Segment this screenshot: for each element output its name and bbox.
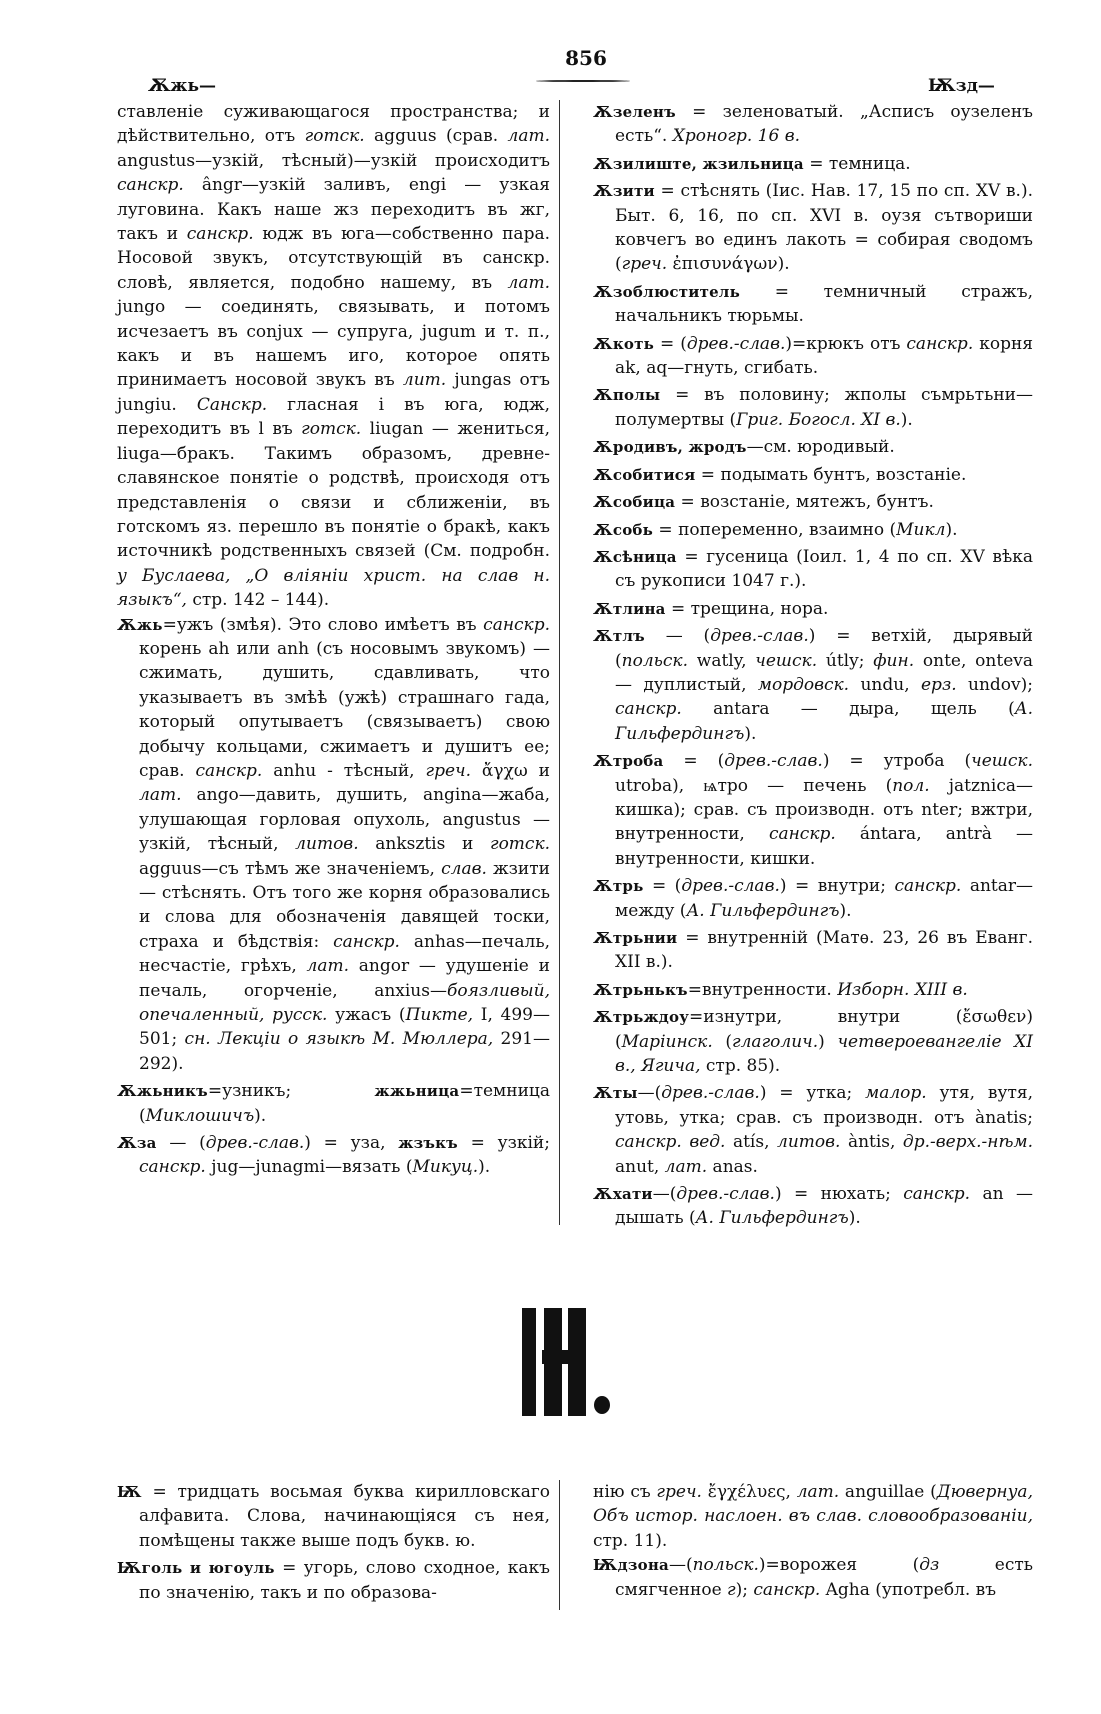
body-text: I, 499—501; <box>139 1005 550 1050</box>
headword: Ѫсобь <box>593 520 654 539</box>
body-text: =темница ( <box>139 1081 550 1126</box>
headword: Ѫтлина <box>593 599 666 618</box>
italic-text: древ.-слав. <box>686 333 786 354</box>
italic-text: пол. <box>892 775 930 796</box>
body-text: agguus—съ тѣмъ же значеніемъ, <box>139 858 442 879</box>
italic-text: древ.-слав. <box>681 876 780 897</box>
body-text: корень ah или anh (съ носовымъ звукомъ) — сжимать, душить, сдавливать, что указываетъ въ змѣѣ (ужѣ) страшнаго гада, который опутываетъ (связываетъ) свою добычу кольцами, сжимаетъ и душитъ ее; срав. <box>139 638 550 781</box>
italic-text: Маріинск. <box>621 1031 713 1052</box>
dictionary-entry <box>593 1182 1033 1231</box>
body-text: útly; <box>817 650 874 671</box>
italic-text: глаголич. <box>732 1031 819 1052</box>
body-text: = зеленоватый. „Асписъ оузеленъ есть“. <box>615 102 1033 147</box>
body-text: anut, <box>615 1156 665 1177</box>
italic-text: чешск. <box>971 751 1033 772</box>
body-text: atís, <box>725 1132 777 1153</box>
dictionary-entry <box>593 545 1033 594</box>
body-text: jungas отъ jungiu. <box>117 370 550 415</box>
body-text: anhas—печаль, несчастіе, грѣхъ, <box>139 931 550 977</box>
italic-text: сн. Лекціи о языкѣ М. Мюллера, <box>184 1029 494 1050</box>
dictionary-entry <box>593 978 1033 1002</box>
body-text: —( <box>668 1555 693 1576</box>
italic-text: лат. <box>796 1482 840 1502</box>
italic-text: А. Гильфердингъ <box>615 699 1033 744</box>
body-text: ). <box>945 519 958 540</box>
body-text: ἔγχέλυες, <box>701 1482 797 1502</box>
body-text: = угорь, слово сходное, какъ по значенію, такъ и по образова- <box>139 1558 550 1603</box>
headword: Ѫтрьждоу <box>593 1008 689 1027</box>
italic-text: лат. <box>507 272 550 293</box>
italic-text: древ.-слав. <box>661 1083 760 1104</box>
body-text: — ( <box>644 626 711 647</box>
headword: Ѭголь и югоуль <box>117 1559 275 1578</box>
dictionary-entry <box>593 463 1033 487</box>
italic-text: польск. <box>621 650 688 671</box>
italic-text: санскр. <box>139 1157 206 1178</box>
body-text: есть смягченное <box>615 1555 1033 1600</box>
body-text: agguus (срав. <box>364 126 508 147</box>
italic-text: Миклошичъ <box>145 1105 255 1126</box>
headword: Ѭ <box>117 1483 142 1501</box>
italic-text: малор. <box>865 1083 927 1104</box>
italic-text: санскр. вед. <box>615 1132 726 1153</box>
body-text: = темничный стражъ, начальникъ тюрьмы. <box>615 281 1033 327</box>
italic-text: лат. <box>507 126 550 147</box>
body-text: angustus—узкій, тѣсный)—узкій происходитъ <box>117 150 550 171</box>
body-text: = узкій; <box>457 1133 550 1154</box>
italic-text: готск. <box>304 126 365 147</box>
entry-list <box>117 1480 550 1605</box>
italic-text: лат. <box>664 1156 708 1177</box>
dictionary-entry <box>117 1556 550 1605</box>
headword: Ѫзоблюститель <box>593 282 740 301</box>
italic-text: санскр. <box>768 824 836 845</box>
italic-text: лит. <box>402 370 447 391</box>
sub-headword: жзъкъ <box>398 1134 458 1153</box>
headword: Ѫполы <box>593 386 661 405</box>
dictionary-entry <box>117 1131 550 1180</box>
italic-text: греч. <box>621 254 668 275</box>
italic-text: санскр. <box>906 333 974 354</box>
headword: Ѫсѣница <box>593 547 677 566</box>
body-text: юдж въ юга—собственно пара. Носовой звукъ, отсутствующій въ санскр. словѣ, является, подобно нашему, въ <box>117 224 550 293</box>
italic-text: древ.-слав. <box>710 626 809 647</box>
column-bottom-left <box>117 1480 550 1608</box>
italic-text: Пикте, <box>405 1005 474 1026</box>
body-text: antar—между ( <box>615 876 1034 921</box>
body-text: )=ворожея ( <box>758 1555 920 1576</box>
dictionary-entry <box>593 926 1033 975</box>
body-text: an — дышать ( <box>615 1184 1033 1229</box>
body-text: ) <box>818 1031 838 1052</box>
dictionary-entry <box>593 435 1033 459</box>
body-text: жзити — стѣснять. Отъ того же корня образовались и слова для обозначенія давящей тоски, страха и бѣдствія: <box>139 858 550 952</box>
body-text: ). <box>744 723 757 744</box>
body-text: корня ak, aq—гнуть, сгибать. <box>615 333 1034 379</box>
section-letter-yus <box>522 1300 632 1420</box>
entry-list <box>117 613 550 1180</box>
headword: Ѭдзона <box>593 1556 669 1575</box>
italic-text: г <box>727 1579 736 1600</box>
body-text: àntis, <box>840 1132 903 1153</box>
body-text: —( <box>637 1083 662 1104</box>
body-text: jug—junagmi—вязать ( <box>205 1157 413 1178</box>
body-text: =ужъ (змѣя). Это слово имѣетъ въ <box>162 614 484 635</box>
headword: Ѫты <box>593 1084 638 1103</box>
body-text: = въ половину; жполы съмрьтьни—полумертвы ( <box>615 385 1033 430</box>
body-text: стр. 142 – 144). <box>186 590 330 611</box>
column-divider-top <box>559 100 560 1225</box>
dictionary-entry <box>593 749 1033 871</box>
body-text: anguillae ( <box>839 1482 937 1502</box>
body-text: =узникъ; <box>207 1081 375 1102</box>
running-head-left: Ѫжь— <box>148 76 217 96</box>
body-text: anhu - тѣсный, <box>262 760 426 781</box>
body-text: = стѣснять (Іис. Нав. 17, 15 по сп. XV в.). Быт. 6, 16, по сп. XVI в. оузя сътвориши ковчегъ во единъ лакоть = собирая сводомъ ( <box>615 181 1033 275</box>
body-text: ) = нюхать; <box>774 1184 904 1205</box>
column-divider-bottom <box>559 1480 560 1610</box>
italic-text: санскр. <box>186 224 254 245</box>
body-text: = попеременно, взаимно ( <box>653 519 897 540</box>
dictionary-entry <box>117 1079 550 1128</box>
italic-text: польск. <box>692 1555 759 1576</box>
italic-text: чешск. <box>755 650 818 671</box>
body-text: antara — дыра, щель ( <box>681 699 1015 720</box>
body-text: — ( <box>156 1133 206 1154</box>
page-number-underline <box>536 80 630 82</box>
headword: Ѫсобитися <box>593 465 696 484</box>
body-text: undov); <box>956 674 1033 695</box>
dictionary-entry <box>593 280 1033 329</box>
italic-text: готск. <box>489 834 551 855</box>
headword: Ѫжь <box>117 615 163 634</box>
headword: Ѫсобица <box>593 493 676 512</box>
body-text: = тридцать восьмая буква кирилловскаго алфавита. Слова, начинающіяся съ нея, помѣщены также выше подъ букв. ю. <box>139 1482 550 1551</box>
italic-text: лат. <box>306 956 350 977</box>
dictionary-entry <box>593 100 1033 149</box>
italic-text: Санскр. <box>196 394 268 415</box>
continuation-paragraph <box>117 100 550 613</box>
body-text: = гусеница (Іоил. 1, 4 по сп. XV вѣка съ рукописи 1047 г.). <box>615 546 1033 592</box>
italic-text: ерз. <box>921 674 957 695</box>
italic-text: боязливый, опечаленный, русск. <box>139 980 550 1026</box>
italic-text: греч. <box>425 760 471 781</box>
body-text: ). <box>254 1105 267 1126</box>
italic-text: дз <box>919 1555 940 1576</box>
body-text: ango—давить, душить, angina—жаба, улушающая горловая опухоль, angustus — узкій, тѣсный, <box>139 785 550 855</box>
body-text: ἐπισυνάγων). <box>667 254 790 275</box>
body-text: ) = утка; <box>759 1083 866 1104</box>
body-text: utroba), ѩтро — печень ( <box>615 775 893 796</box>
italic-text: др.-верх.-нѣм. <box>902 1132 1033 1153</box>
continuation-paragraph <box>593 1480 1033 1553</box>
italic-text: у Буслаева, „О вліяніи христ. на слав н. языкъ“, <box>117 565 550 611</box>
body-text: = ( <box>643 876 682 897</box>
italic-text: древ.-слав. <box>676 1184 775 1205</box>
body-text: = подымать бунтъ, возстаніе. <box>695 464 967 485</box>
body-text: = темница. <box>803 153 911 174</box>
running-head-right: Ѭзд— <box>928 76 995 96</box>
headword: Ѫтрьнии <box>593 929 678 947</box>
headword: Ѫкоть <box>593 334 654 353</box>
body-text: Agha (употребл. въ <box>820 1579 997 1600</box>
headword: Ѫродивъ, жродъ <box>593 438 747 457</box>
italic-text: древ.-слав. <box>205 1133 305 1154</box>
dictionary-entry <box>593 874 1033 923</box>
entry-list <box>593 100 1033 1231</box>
body-text: =изнутри, внутри (ἔσωθεν) ( <box>615 1007 1033 1052</box>
italic-text: греч. <box>656 1482 702 1502</box>
italic-text: санскр. <box>117 175 184 196</box>
body-text: ) = ветхій, дырявый ( <box>615 626 1033 671</box>
body-text: = ( <box>663 751 725 772</box>
body-text: ántara, antrà — внутренности, кишки. <box>615 824 1034 869</box>
italic-text: Дювернуа, Объ истор. наслоен. въ слав. словообразованіи, <box>593 1482 1033 1527</box>
italic-text: Хроногр. 16 в. <box>672 126 801 147</box>
headword: Ѫтрь <box>593 877 644 896</box>
body-text: —( <box>652 1184 677 1205</box>
body-text: нію съ <box>593 1482 657 1502</box>
dictionary-entry <box>117 613 550 1077</box>
dictionary-entry <box>593 597 1033 621</box>
dictionary-entry <box>593 1081 1033 1179</box>
body-text: стр. 85). <box>700 1056 781 1077</box>
column-top-right <box>593 100 1033 1234</box>
headword: Ѫтрьнькъ <box>593 980 688 999</box>
body-text: ). <box>839 900 852 921</box>
body-text: ). <box>848 1208 861 1229</box>
body-text: angor — удушеніе и печаль, огорченіе, anxius— <box>139 956 550 1001</box>
italic-text: четвероевангеліе XI в., Ягича, <box>615 1031 1033 1077</box>
column-top-left <box>117 100 550 1183</box>
italic-text: Микуц. <box>412 1157 479 1178</box>
italic-text: мордовск. <box>757 674 850 695</box>
dictionary-entry <box>593 1005 1033 1078</box>
body-text: ). <box>900 409 913 430</box>
headword: Ѫза <box>117 1134 157 1153</box>
body-text: jungo — соединять, связывать, и потомъ исчезаетъ въ conjux — супруга, jugum и т. п., какъ и въ нашемъ иго, которое опять принимаетъ носовой звукъ въ <box>117 297 550 391</box>
dictionary-entry <box>593 179 1033 277</box>
italic-text: А. Гильфердингъ <box>686 900 840 921</box>
italic-text: литов. <box>777 1132 841 1153</box>
body-text: anas. <box>707 1156 758 1177</box>
page-number: 856 <box>565 46 607 70</box>
italic-text: готск. <box>301 419 362 440</box>
dictionary-entry <box>593 624 1033 746</box>
body-text: ); <box>735 1579 754 1600</box>
body-text: ângr—узкій заливъ, engi — узкая луговина. Какъ наше жз переходитъ въ жг, такъ и <box>117 175 550 245</box>
headword: Ѫтроба <box>593 752 664 771</box>
italic-text: санскр. <box>615 699 682 720</box>
italic-text: слав. <box>441 858 487 879</box>
italic-text: А. Гильфердингъ <box>695 1208 849 1229</box>
body-text: ). <box>478 1157 491 1178</box>
italic-text: санскр. <box>333 931 400 952</box>
body-text: ἄγχω и <box>471 760 550 781</box>
body-text: ставленіе суживающагося пространства; и дѣйствительно, отъ <box>117 102 550 147</box>
body-text: undu, <box>849 674 921 695</box>
body-text: = внутренній (Матѳ. 23, 26 въ Еванг. XII в.). <box>615 928 1033 973</box>
body-text: гласная і въ юга, юдж, переходитъ въ l въ <box>117 394 550 440</box>
italic-text: санскр. <box>483 614 550 635</box>
dictionary-entry <box>593 1553 1033 1602</box>
body-text: ) = утроба ( <box>822 751 972 772</box>
italic-text: санскр. <box>894 876 962 897</box>
dictionary-entry <box>593 490 1033 514</box>
body-text: ( <box>712 1031 733 1052</box>
headword: Ѫзити <box>593 182 655 201</box>
body-text: = возстаніе, мятежъ, бунтъ. <box>675 492 934 513</box>
body-text: стр. 11). <box>593 1530 668 1551</box>
italic-text: санскр. <box>903 1184 971 1205</box>
dictionary-entry <box>593 383 1033 432</box>
dictionary-entry <box>593 518 1033 542</box>
body-text: 291—292). <box>139 1029 550 1074</box>
dictionary-entry <box>117 1480 550 1553</box>
headword: Ѫзеленъ <box>593 103 676 121</box>
italic-text: санскр. <box>753 1579 821 1600</box>
body-text: jatznica—кишка); срав. съ производн. отъ nter; вжтри, внутренности, <box>615 775 1033 845</box>
headword: Ѫзилиште, жзильница <box>593 154 804 173</box>
entry-list <box>593 1553 1033 1602</box>
body-text: ) = внутри; <box>779 876 895 897</box>
body-text: =внутренности. <box>687 979 838 1000</box>
body-text: = трещина, нора. <box>665 598 829 619</box>
sub-headword: жжьница <box>374 1082 460 1101</box>
body-text: ) = уза, <box>304 1133 399 1154</box>
headword: Ѫтлъ <box>593 627 645 646</box>
headword: Ѫжьникъ <box>117 1082 208 1101</box>
column-bottom-right <box>593 1480 1033 1605</box>
italic-text: Изборн. XIII в. <box>837 979 968 1000</box>
italic-text: Григ. Богосл. XI в. <box>736 409 901 430</box>
body-text: watly, <box>687 650 756 671</box>
body-text: anksztis и <box>358 834 490 855</box>
body-text: = ( <box>654 333 687 354</box>
body-text: )=крюкъ отъ <box>785 333 907 354</box>
italic-text: литов. <box>295 834 359 855</box>
body-text: —см. юродивый. <box>746 437 895 458</box>
body-text: liugan — жениться, liuga—бракъ. Такимъ образомъ, древне-славянское понятіе о родствѣ, происходя отъ представленія о связи и сближеніи, въ готскомъ яз. перешло въ понятіе о бракѣ, какъ источникѣ родственныхъ связей (См. подробн. <box>117 419 550 562</box>
italic-text: фин. <box>873 650 915 671</box>
headword: Ѫхати <box>593 1185 653 1204</box>
italic-text: древ.-слав. <box>724 751 823 772</box>
italic-text: санскр. <box>195 760 263 781</box>
italic-text: Микл <box>896 519 946 540</box>
dictionary-entry <box>593 152 1033 176</box>
body-text: утя, вутя, утовь, утка; срав. съ производн. отъ ànatis; <box>615 1083 1034 1128</box>
italic-text: лат. <box>139 785 182 806</box>
body-text: onte, onteva — дуплистый, <box>615 650 1033 695</box>
dictionary-entry <box>593 332 1033 381</box>
body-text: ужасъ ( <box>327 1005 406 1026</box>
